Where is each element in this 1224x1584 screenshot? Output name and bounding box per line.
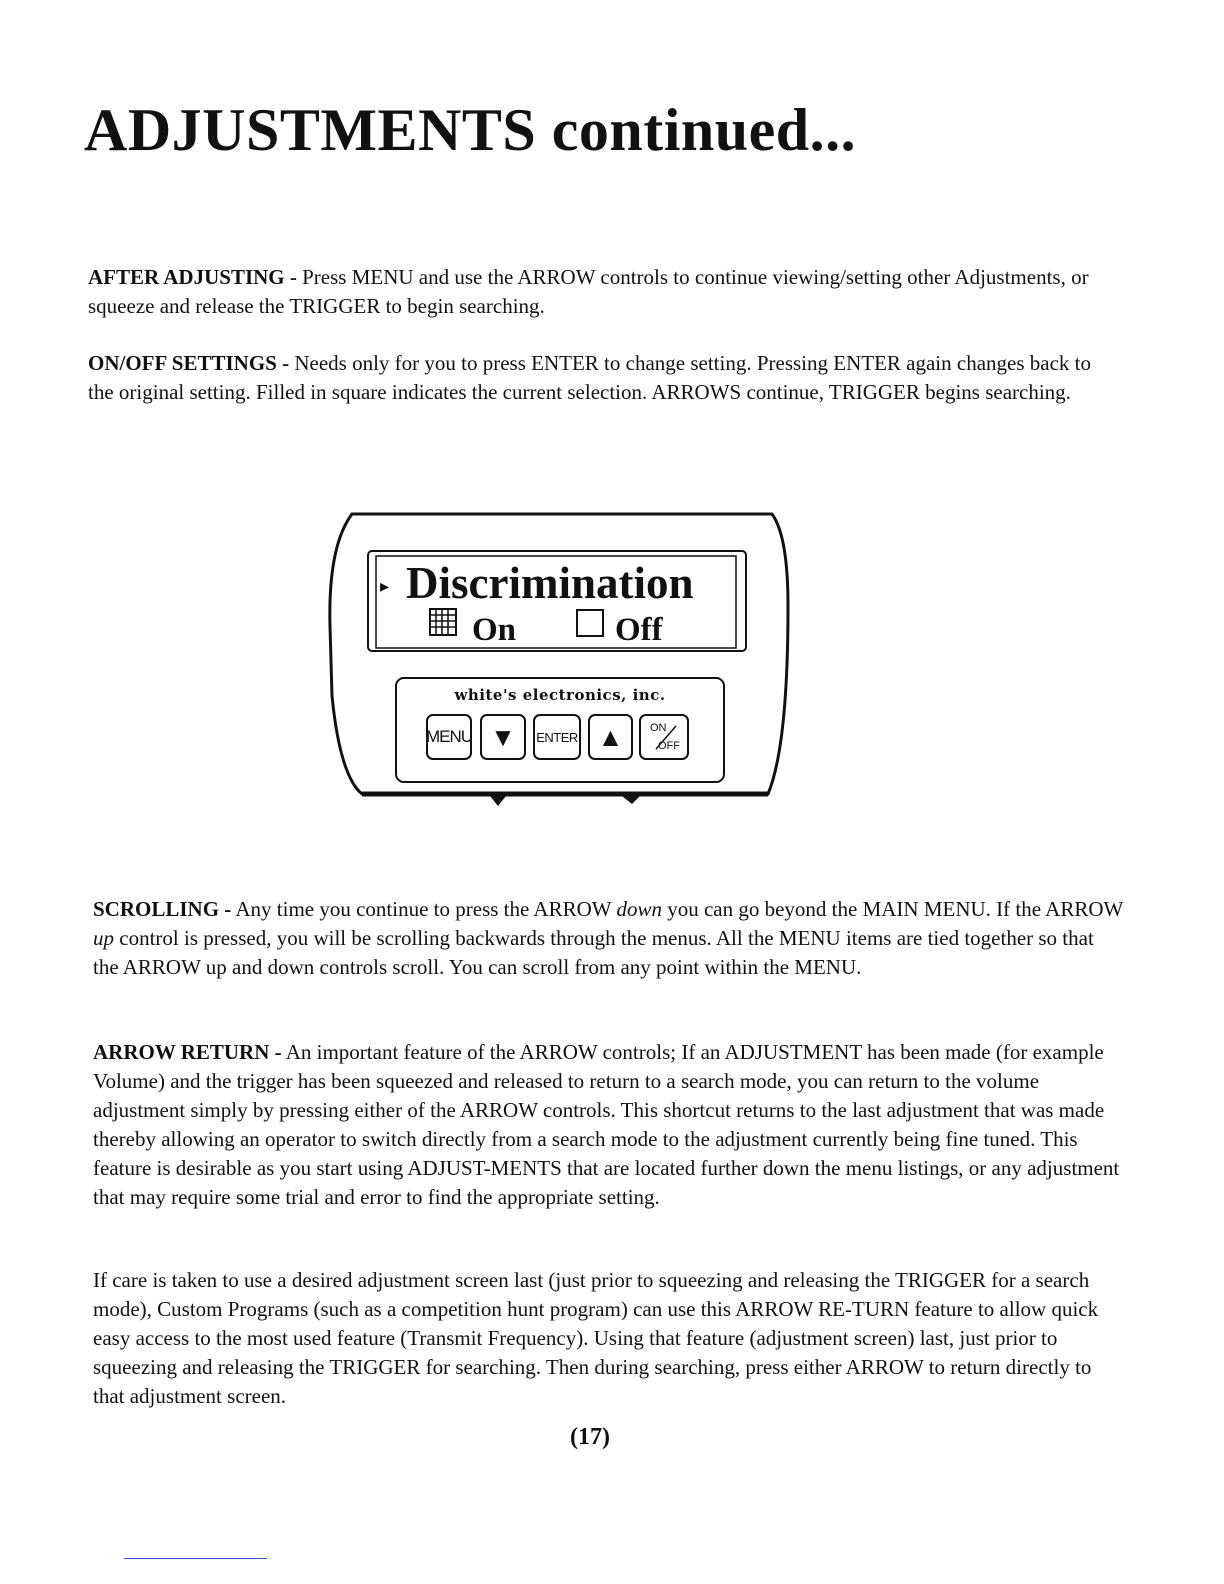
scrolling-emphasis-down: down xyxy=(616,897,662,921)
bottom-rule xyxy=(124,1558,267,1559)
on-off-key-off-label: OFF xyxy=(658,740,680,752)
menu-key-label: MENU xyxy=(425,727,473,746)
scrolling-text-1: Any time you continue to press the ARROW xyxy=(231,897,617,921)
arrow-up-icon: ▲ xyxy=(597,721,624,752)
arrow-down-icon: ▼ xyxy=(490,721,516,752)
on-off-key[interactable] xyxy=(639,714,689,760)
brand-label: white's electronics, inc. xyxy=(454,686,666,704)
menu-key[interactable] xyxy=(426,714,472,760)
on-off-key-on-label: ON xyxy=(650,722,667,734)
scrolling-text-2: you can go beyond the MAIN MENU. If the ARROW xyxy=(661,897,1123,921)
arrow-down-key[interactable] xyxy=(480,714,526,760)
scrolling-heading: SCROLLING - xyxy=(93,897,232,921)
arrow-return-heading: ARROW RETURN - xyxy=(93,1040,282,1064)
enter-key-label: ENTER xyxy=(536,729,578,745)
filled-square-checkbox-icon xyxy=(429,608,457,636)
after-adjusting-text: Press MENU and use the ARROW controls to continue viewing/setting other Adjustments, or squeeze and release the TRIGGER to begin searching. xyxy=(88,265,1089,318)
page-title: ADJUSTMENTS continued... xyxy=(84,97,857,163)
detector-control-panel-illustration xyxy=(322,506,792,818)
on-off-settings-text: Needs only for you to press ENTER to change setting. Pressing ENTER again changes back to the original setting. Filled in square indicates the current selection. ARROWS continue, TRIGGER begins searching. xyxy=(88,351,1092,404)
on-off-settings-heading: ON/OFF SETTINGS - xyxy=(88,351,290,375)
arrow-up-key[interactable] xyxy=(588,714,633,760)
care-paragraph: If care is taken to use a desired adjustment screen last (just prior to squeezing and releasing the TRIGGER for a search mode), Custom Programs (such as a competition hunt program) can use this ARROW RE-TURN feature to allow quick easy access to the most used feature (Transmit Frequency). Using that feature (adjustment screen) last, just prior to squeezing and releasing the TRIGGER for searching. Then during searching, press either ARROW to return directly to that adjustment screen. xyxy=(93,1268,1099,1408)
after-adjusting-heading: AFTER ADJUSTING - xyxy=(88,265,297,289)
arrow-return-paragraph xyxy=(93,1038,1123,1212)
scrolling-text-3: control is pressed, you will be scrolling backwards through the menus. All the MENU items are tied together so that the ARROW up and down controls scroll. You can scroll from any point within the MENU. xyxy=(93,926,1094,979)
after-adjusting-paragraph xyxy=(88,263,1118,321)
on-off-settings-paragraph xyxy=(88,349,1118,407)
display-option-on: On xyxy=(472,612,517,648)
arrow-return-text: An important feature of the ARROW controls; If an ADJUSTMENT has been made (for example Volume) and the trigger has been squeezed and released to return to a search mode, you can return to the volume adjustment simply by pressing either of the ARROW controls. This shortcut returns to the last adjustment that was made thereby allowing an operator to switch directly from a search mode to the adjustment currently being fine tuned. This feature is desirable as you start using ADJUST-MENTS that are located further down the menu listings, or any adjustment that may require some trial and error to find the appropriate setting. xyxy=(93,1040,1120,1209)
menu-pointer-icon: ▸ xyxy=(380,576,390,596)
empty-square-checkbox-icon xyxy=(576,609,604,637)
display-menu-item: Discrimination xyxy=(406,558,694,608)
scrolling-emphasis-up: up xyxy=(93,926,114,950)
page-number: (17) xyxy=(570,1424,610,1450)
display-option-off: Off xyxy=(615,612,663,648)
enter-key[interactable] xyxy=(533,714,581,760)
scrolling-paragraph xyxy=(93,895,1123,982)
control-housing-outline xyxy=(322,506,792,818)
